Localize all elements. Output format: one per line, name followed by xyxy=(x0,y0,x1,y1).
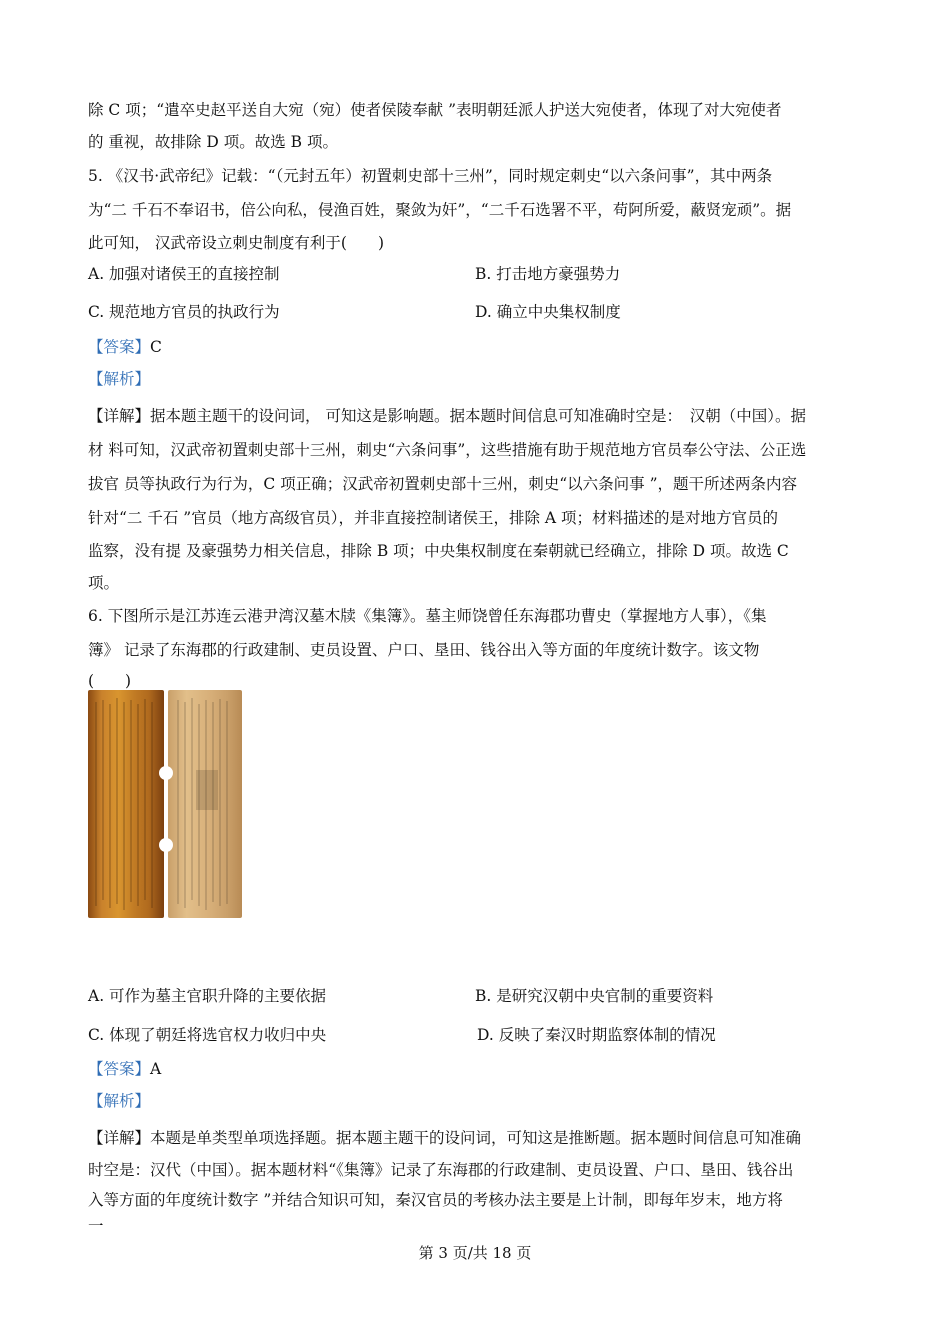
slip-notch xyxy=(159,838,173,852)
text-line: 除 C 项；“遣卒史赵平送自大宛（宛）使者侯陵奉献 ”表明朝廷派人护送大宛使者，体现了对大宛使者 xyxy=(88,101,782,119)
option-a: A. 可作为墓主官职升降的主要依据 xyxy=(88,987,327,1005)
answer-line xyxy=(88,337,162,357)
question-6-stem: 簿》 记录了东海郡的行政建制、吏员设置、户口、垦田、钱谷出入等方面的年度统计数字。该文物 xyxy=(88,641,760,659)
explanation-line: 入等方面的年度统计数字 ”并结合知识可知，秦汉官员的考核办法主要是上计制，即每年岁末，地方将 xyxy=(88,1191,783,1209)
explanation-text: 据本题主题干的设问词， 可知这是影响题。据本题时间信息可知准确时空是： 汉朝（中国）。据 xyxy=(150,407,806,425)
option-d: D. 确立中央集权制度 xyxy=(475,303,621,321)
explanation-line: 项。 xyxy=(88,574,120,592)
explanation-line: 监察，没有提 及豪强势力相关信息，排除 B 项；中央集权制度在秦朝就已经确立，排除 D 项。故选 C xyxy=(88,542,789,560)
question-5-stem: 为“二 千石不奉诏书，倍公向私，侵渔百姓，聚敛为奸”，“二千石选署不平，苟阿所爱，蔽贤宠顽”。据 xyxy=(88,201,792,219)
explanation-line: 时空是：汉代（中国）。据本题材料“《集簿》记录了东海郡的行政建制、吏员设置、户口、垦田、钱谷出 xyxy=(88,1161,794,1179)
answer-line xyxy=(88,1059,161,1079)
question-6-stem: 6. 下图所示是江苏连云港尹湾汉墓木牍《集簿》。墓主师饶曾任东海郡功曹史（掌握地方人事），《集 xyxy=(88,607,767,625)
detail-tag: 【详解】 xyxy=(88,1129,151,1147)
explanation-line xyxy=(88,1128,801,1148)
analysis-tag: 【解析】 xyxy=(88,1092,151,1110)
question-6-stem: ( ) xyxy=(88,672,132,690)
explanation-line: 材 料可知，汉武帝初置刺史部十三州，刺史“六条问事”，这些措施有助于规范地方官员奉公守法、公正选 xyxy=(88,441,807,459)
explanation-text: 本题是单类型单项选择题。据本题主题干的设问词，可知这是推断题。据本题时间信息可知准确 xyxy=(150,1129,802,1147)
answer-tag: 【答案】 xyxy=(88,1060,151,1078)
option-d: D. 反映了秦汉时期监察体制的情况 xyxy=(477,1026,716,1044)
option-c: C. 体现了朝廷将选官权力收归中央 xyxy=(88,1026,327,1044)
text-line: 的 重视，故排除 D 项。故选 B 项。 xyxy=(88,133,338,151)
explanation-line: 一 xyxy=(88,1217,104,1235)
wooden-slip-image-left xyxy=(88,690,164,918)
question-5-stem: 5. 《汉书·武帝纪》记载：“（元封五年）初置刺史部十三州”，同时规定刺史“以六条问事”，其中两条 xyxy=(88,167,773,185)
explanation-line: 针对“二 千石 ”官员（地方高级官员），并非直接控制诸侯王，排除 A 项；材料描述的是对地方官员的 xyxy=(88,509,779,527)
wooden-slip-image-right xyxy=(168,690,242,918)
analysis-tag: 【解析】 xyxy=(88,370,151,388)
question-5-stem: 此可知， 汉武帝设立刺史制度有利于( ) xyxy=(88,234,385,252)
explanation-line: 拔官 员等执政行为行为，C 项正确；汉武帝初置刺史部十三州，刺史“以六条问事 ”，题干所述两条内容 xyxy=(88,475,797,493)
answer-value: A xyxy=(150,1060,162,1078)
option-b: B. 打击地方豪强势力 xyxy=(475,265,621,283)
answer-tag: 【答案】 xyxy=(88,338,151,356)
page-footer: 第 3 页/共 18 页 xyxy=(418,1244,532,1262)
option-a: A. 加强对诸侯王的直接控制 xyxy=(88,265,280,283)
slip-notch xyxy=(159,766,173,780)
option-b: B. 是研究汉朝中央官制的重要资料 xyxy=(475,987,714,1005)
answer-value: C xyxy=(150,338,162,356)
explanation-line xyxy=(88,406,806,426)
option-c: C. 规范地方官员的执政行为 xyxy=(88,303,280,321)
detail-tag: 【详解】 xyxy=(88,407,151,425)
